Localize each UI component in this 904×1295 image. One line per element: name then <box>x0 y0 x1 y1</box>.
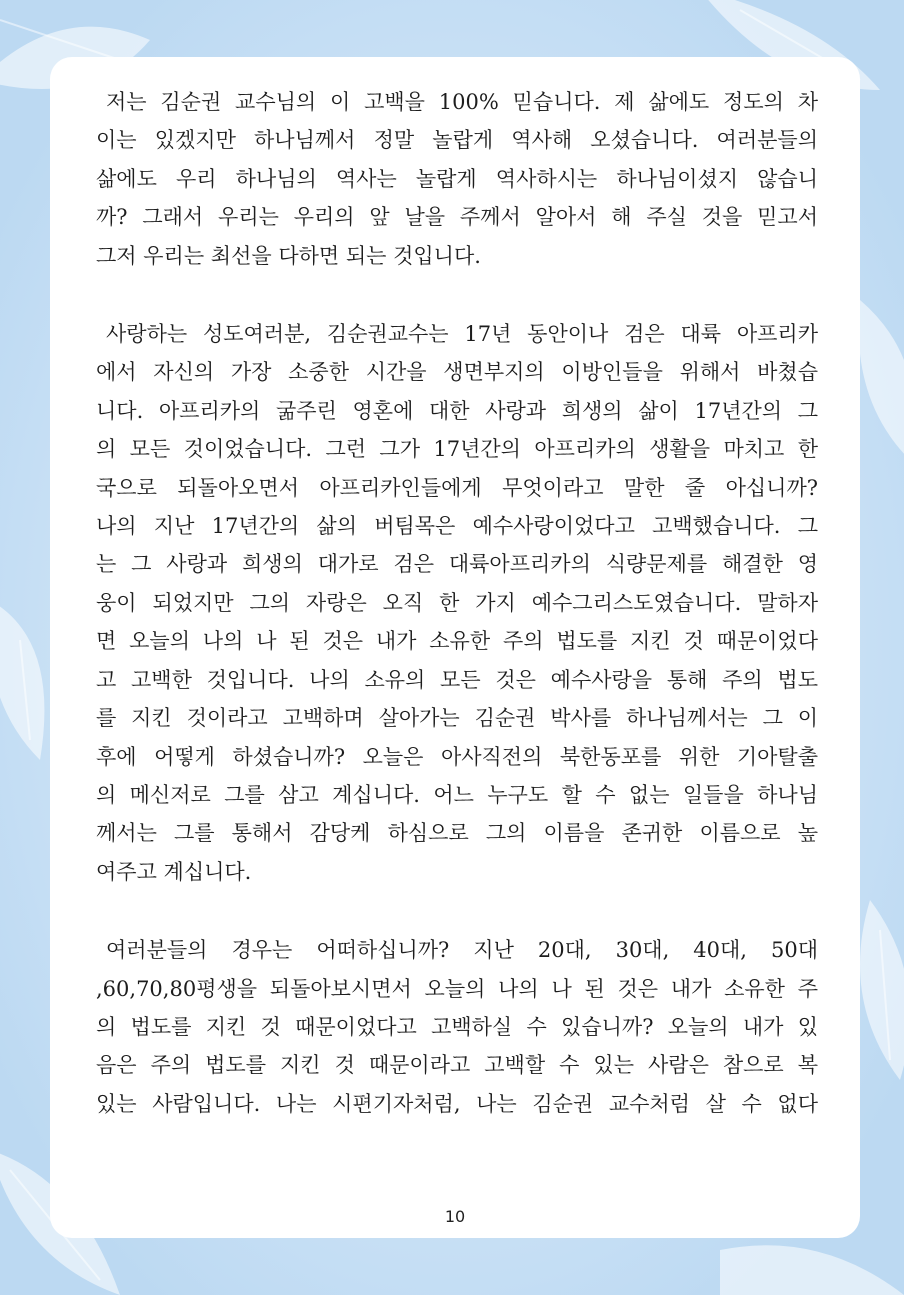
text-line: 니다. 아프리카의 굶주린 영혼에 대한 사랑과 희생의 삶이 17년간의 그 <box>96 398 818 423</box>
text-line: 면 오늘의 나의 나 된 것은 내가 소유한 주의 법도를 지킨 것 때문이었다 <box>96 629 818 654</box>
text-line: ,60,70,80평생을 되돌아보시면서 오늘의 나의 나 된 것은 내가 소유한 주 <box>96 976 818 1001</box>
text-line: 에서 자신의 가장 소중한 시간을 생면부지의 이방인들을 위해서 바쳤습 <box>96 360 818 385</box>
paragraph-1 <box>96 83 818 275</box>
text-line: 음은 주의 법도를 지킨 것 때문이라고 고백할 수 있는 사람은 참으로 복 <box>96 1053 818 1078</box>
text-line: 사랑하는 성도여러분, 김순권교수는 17년 동안이나 검은 대륙 아프리카 <box>106 322 818 347</box>
text-line: 의 메신저로 그를 삼고 계십니다. 어느 누구도 할 수 없는 일들을 하나님 <box>96 782 818 807</box>
text-line: 그저 우리는 최선을 다하면 되는 것입니다. <box>96 243 481 268</box>
body-text <box>96 83 818 1163</box>
paragraph-3 <box>96 931 818 1123</box>
page-card <box>50 57 860 1238</box>
page-number: 10 <box>444 1207 466 1226</box>
text-line: 를 지킨 것이라고 고백하며 살아가는 김순권 박사를 하나님께서는 그 이 <box>96 706 818 731</box>
text-line: 는 그 사랑과 희생의 대가로 검은 대륙아프리카의 식량문제를 해결한 영 <box>96 552 818 577</box>
text-line: 께서는 그를 통해서 감당케 하심으로 그의 이름을 존귀한 이름으로 높 <box>96 821 818 846</box>
text-line: 삶에도 우리 하나님의 역사는 놀랍게 역사하시는 하나님이셨지 않습니 <box>96 166 818 191</box>
paragraph-2 <box>96 315 818 891</box>
text-line: 후에 어떻게 하셨습니까? 오늘은 아사직전의 북한동포를 위한 기아탈출 <box>96 744 818 769</box>
text-line: 여러분들의 경우는 어떠하십니까? 지난 20대, 30대, 40대, 50대 <box>106 938 818 963</box>
text-line: 있는 사람입니다. 나는 시편기자처럼, 나는 김순권 교수처럼 살 수 없다 <box>96 1091 818 1116</box>
text-line: 까? 그래서 우리는 우리의 앞 날을 주께서 알아서 해 주실 것을 믿고서 <box>96 205 818 230</box>
text-line: 웅이 되었지만 그의 자랑은 오직 한 가지 예수그리스도였습니다. 말하자 <box>96 590 818 615</box>
text-line: 의 법도를 지킨 것 때문이었다고 고백하실 수 있습니까? 오늘의 내가 있 <box>96 1014 818 1039</box>
text-line: 의 모든 것이었습니다. 그런 그가 17년간의 아프리카의 생활을 마치고 한 <box>96 437 818 462</box>
text-line: 저는 김순권 교수님의 이 고백을 100% 믿습니다. 제 삶에도 정도의 차 <box>106 90 818 114</box>
text-line: 나의 지난 17년간의 삶의 버팀목은 예수사랑이었다고 고백했습니다. 그 <box>96 514 818 539</box>
text-line: 고 고백한 것입니다. 나의 소유의 모든 것은 예수사랑을 통해 주의 법도 <box>96 667 818 692</box>
text-line: 국으로 되돌아오면서 아프리카인들에게 무엇이라고 말한 줄 아십니까? <box>96 475 818 500</box>
text-line: 이는 있겠지만 하나님께서 정말 놀랍게 역사해 오셨습니다. 여러분들의 <box>96 128 818 153</box>
text-line: 여주고 계십니다. <box>96 859 252 884</box>
